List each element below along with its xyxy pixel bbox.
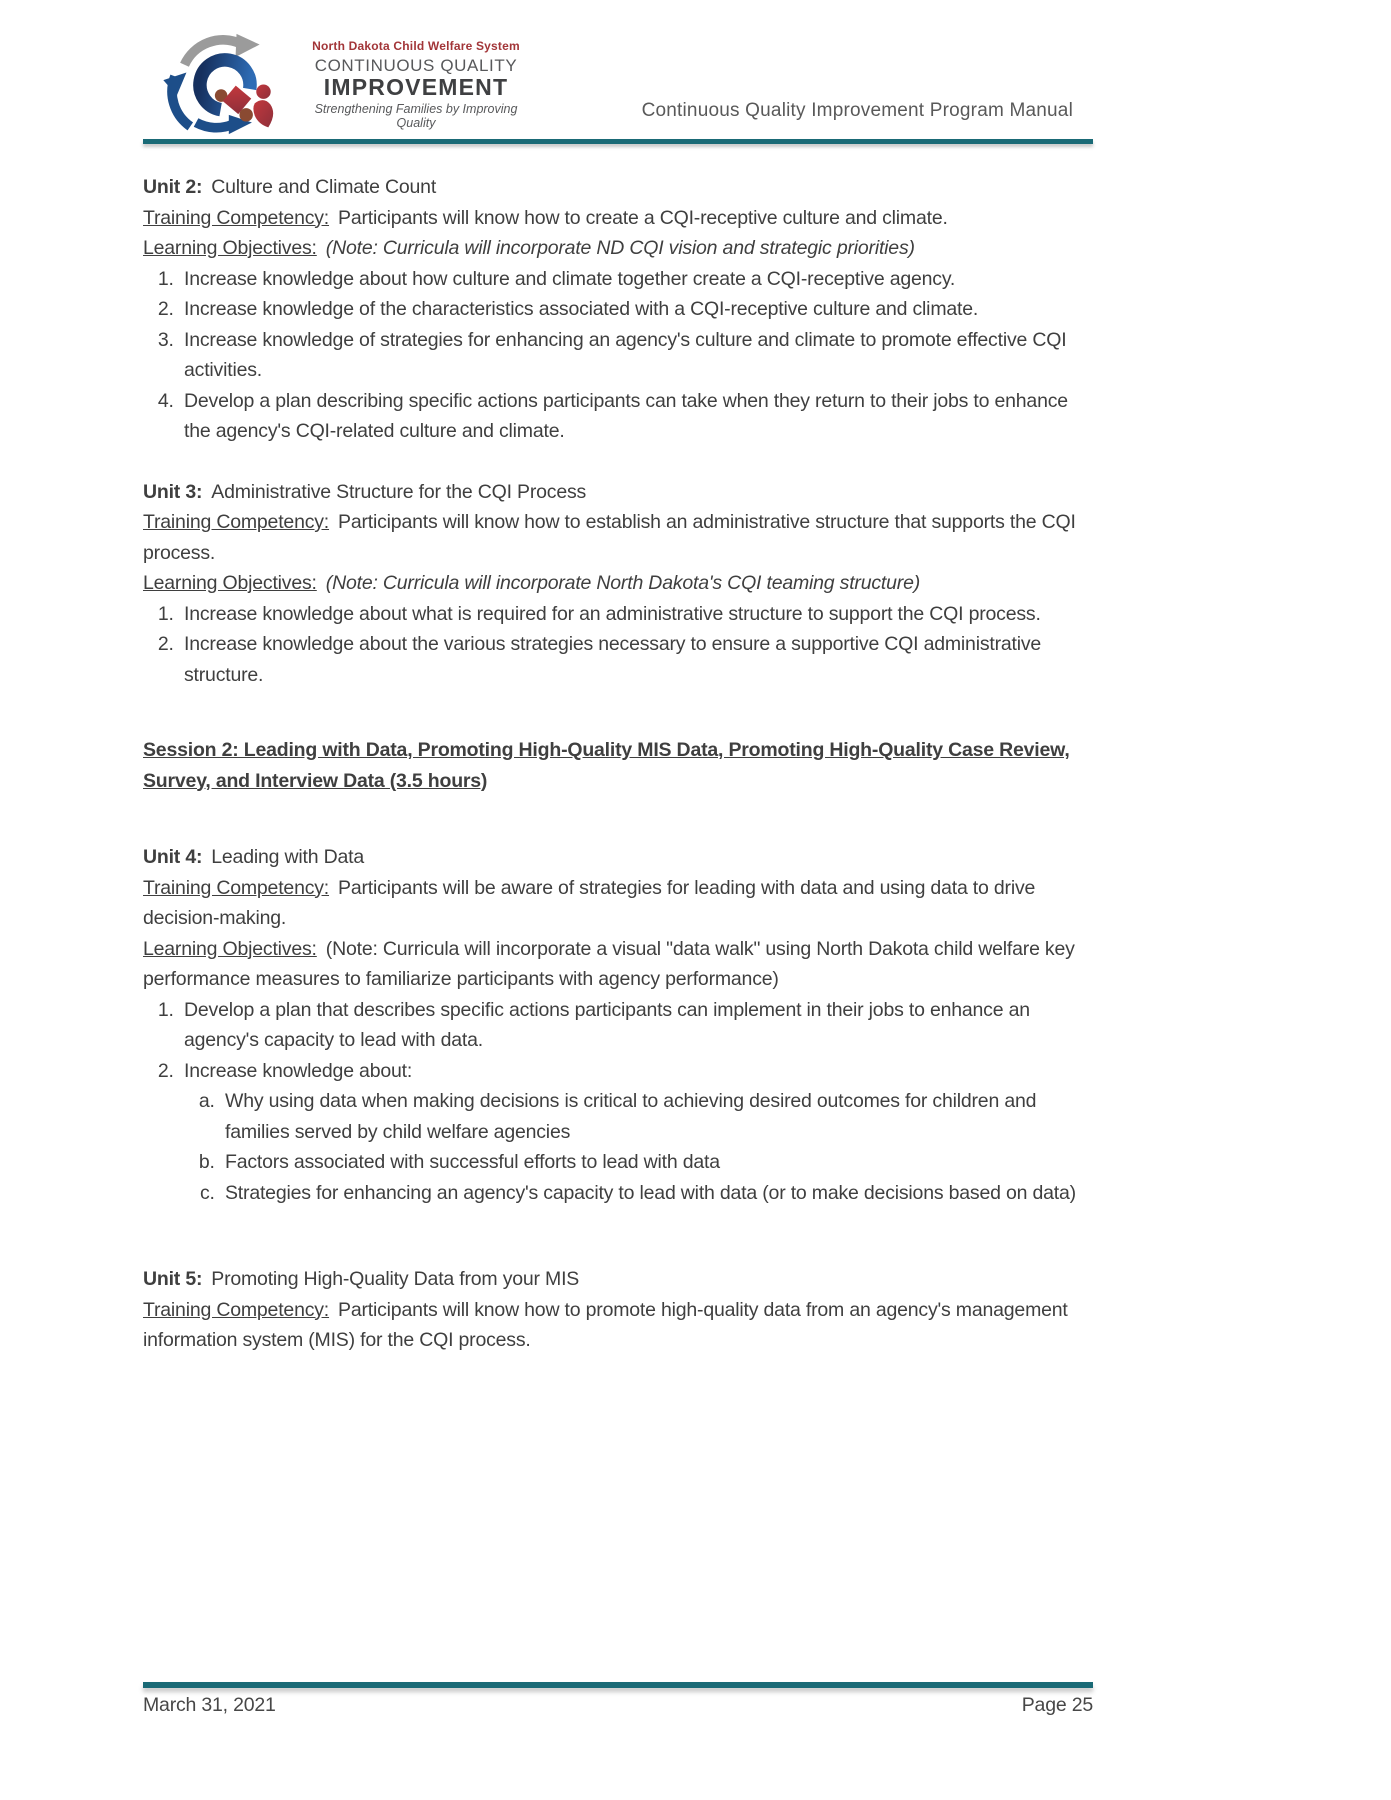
unit2-label: Unit 2: bbox=[143, 176, 203, 198]
learning-objectives-note: (Note: Curricula will incorporate ND CQI vision and strategic priorities) bbox=[325, 237, 915, 259]
page-footer bbox=[143, 1694, 1093, 1717]
unit4-title: Leading with Data bbox=[211, 846, 364, 868]
list-item bbox=[179, 629, 1093, 690]
training-competency-text: Participants will be aware of strategies for leading with data and using data to drive decision-making. bbox=[143, 876, 1036, 929]
manual-title: Continuous Quality Improvement Program Manual bbox=[641, 100, 1073, 121]
list-item bbox=[220, 1147, 1093, 1178]
unit2-heading bbox=[143, 172, 1093, 203]
unit5-title: Promoting High-Quality Data from your MIS bbox=[211, 1268, 580, 1290]
list-item-text: Increase knowledge about how culture and climate together create a CQI-receptive agency. bbox=[184, 267, 956, 290]
footer-rule bbox=[143, 1682, 1093, 1688]
logo-improvement: IMPROVEMENT bbox=[323, 73, 509, 100]
unit3-label: Unit 3: bbox=[143, 480, 203, 503]
list-item bbox=[179, 325, 1093, 386]
unit4-heading bbox=[143, 842, 1093, 873]
training-competency-label: Training Competency: bbox=[143, 206, 330, 229]
unit3-title: Administrative Structure for the CQI Process bbox=[211, 480, 587, 503]
unit4-objectives-list bbox=[143, 995, 1093, 1209]
session2-heading: Session 2: Leading with Data, Promoting High-Quality MIS Data, Promoting High-Quality Case Review, Survey, and Interview Data (3.5 hours) bbox=[143, 739, 1070, 792]
unit2-training-competency bbox=[143, 203, 1093, 234]
unit2-objectives-list bbox=[143, 264, 1093, 447]
logo-continuous-quality: CONTINUOUS QUALITY bbox=[314, 55, 518, 75]
training-competency-label: Training Competency: bbox=[143, 876, 330, 899]
training-competency-text: Participants will know how to create a CQI-receptive culture and climate. bbox=[338, 206, 948, 229]
footer-page-number: Page 25 bbox=[1021, 1694, 1093, 1716]
page-content bbox=[143, 172, 1093, 1356]
list-item-text: Increase knowledge about the various strategies necessary to ensure a supportive CQI administrative structure. bbox=[184, 633, 1042, 686]
training-competency-text: Participants will know how to establish an administrative structure that supports the CQI process. bbox=[143, 511, 1076, 564]
list-item-text: Develop a plan describing specific actions participants can take when they return to their jobs to enhance the agency's CQI-related culture and climate. bbox=[184, 389, 1068, 442]
list-item bbox=[220, 1178, 1093, 1209]
list-item-text: Strategies for enhancing an agency's capacity to lead with data (or to make decisions based on data) bbox=[225, 1181, 1076, 1204]
unit2-title: Culture and Climate Count bbox=[211, 176, 437, 198]
learning-objectives-note: (Note: Curricula will incorporate a visual "data walk" using North Dakota child welfare key performance measures to familiarize participants with agency performance) bbox=[143, 937, 1075, 990]
list-item-text: Increase knowledge about: bbox=[184, 1059, 413, 1082]
unit5-label: Unit 5: bbox=[143, 1268, 203, 1290]
unit4-label: Unit 4: bbox=[143, 846, 203, 868]
list-item bbox=[179, 264, 1093, 295]
unit4-sublist bbox=[184, 1086, 1093, 1208]
unit3-objectives-list bbox=[143, 599, 1093, 691]
learning-objectives-note: (Note: Curricula will incorporate North Dakota's CQI teaming structure) bbox=[325, 572, 921, 594]
unit2-learning-objectives bbox=[143, 233, 1093, 264]
unit5-heading bbox=[143, 1264, 1093, 1295]
learning-objectives-label: Learning Objectives: bbox=[143, 237, 317, 259]
training-competency-label: Training Competency: bbox=[143, 1298, 330, 1321]
unit3-training-competency bbox=[143, 507, 1093, 568]
training-competency-text: Participants will know how to promote high-quality data from an agency's management information system (MIS) for the CQI process. bbox=[143, 1298, 1068, 1351]
list-item bbox=[179, 1056, 1093, 1209]
list-item bbox=[179, 599, 1093, 630]
unit3-learning-objectives bbox=[143, 568, 1093, 599]
footer-date: March 31, 2021 bbox=[143, 1694, 276, 1716]
list-item-text: Increase knowledge of the characteristics associated with a CQI-receptive culture and climate. bbox=[184, 298, 979, 320]
unit3-heading bbox=[143, 477, 1093, 508]
list-item-text: Factors associated with successful efforts to lead with data bbox=[225, 1151, 720, 1173]
learning-objectives-label: Learning Objectives: bbox=[143, 937, 317, 960]
training-competency-label: Training Competency: bbox=[143, 511, 330, 533]
unit4-learning-objectives bbox=[143, 934, 1093, 995]
list-item bbox=[179, 995, 1093, 1056]
logo-tagline: Strengthening Families by Improving Quality bbox=[314, 101, 518, 130]
list-item-text: Increase knowledge of strategies for enhancing an agency's culture and climate to promote effective CQI activities. bbox=[184, 328, 1067, 381]
list-item bbox=[179, 386, 1093, 447]
unit4-training-competency bbox=[143, 873, 1093, 934]
logo-system-name: North Dakota Child Welfare System bbox=[312, 38, 520, 53]
list-item-text: Increase knowledge about what is required for an administrative structure to support the CQI process. bbox=[184, 602, 1041, 625]
learning-objectives-label: Learning Objectives: bbox=[143, 572, 317, 594]
header-rule bbox=[143, 139, 1093, 144]
list-item-text: Develop a plan that describes specific actions participants can implement in their jobs to enhance an agency's capacity to lead with data. bbox=[184, 998, 1030, 1051]
list-item bbox=[179, 294, 1093, 325]
unit5-training-competency bbox=[143, 1295, 1093, 1356]
list-item bbox=[220, 1086, 1093, 1147]
list-item-text: Why using data when making decisions is critical to achieving desired outcomes for children and families served by child welfare agencies bbox=[225, 1090, 1037, 1143]
